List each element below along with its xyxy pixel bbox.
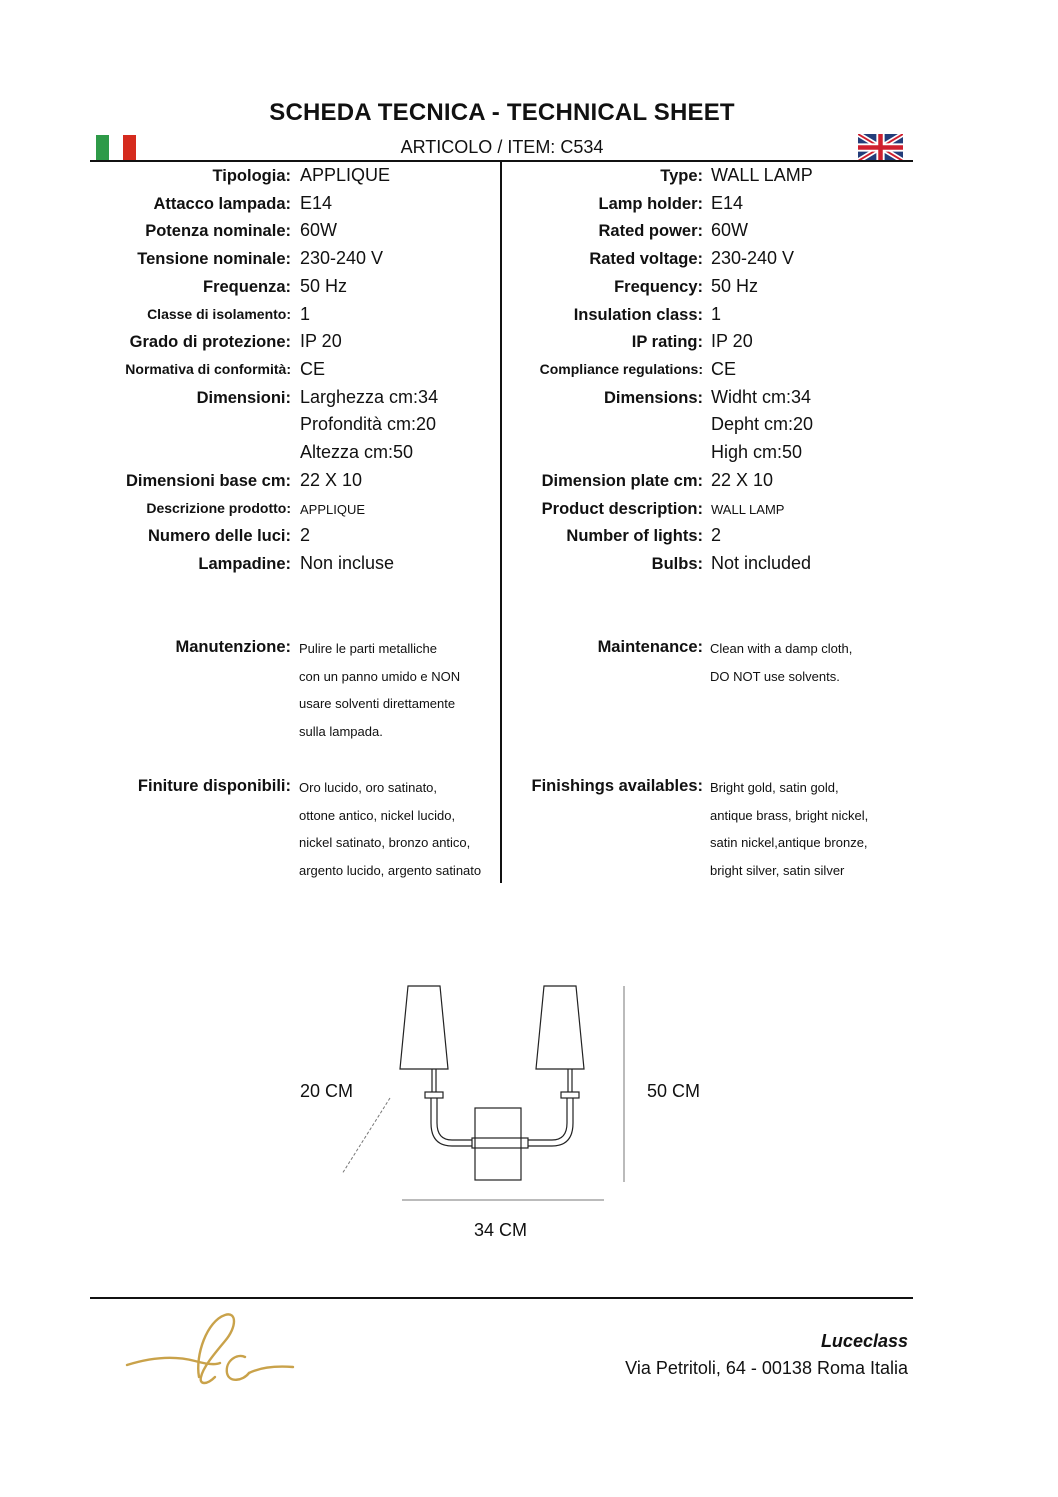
it-spec-value: Profondità cm:20 <box>300 414 437 434</box>
it-spec-value: CE <box>300 359 326 379</box>
en-spec-value: Widht cm:34 <box>711 387 812 407</box>
it-spec-label: Lampadine: <box>198 555 291 573</box>
right-shade-shape <box>536 986 584 1069</box>
it-spec-value: 2 <box>300 525 311 545</box>
note-line: sulla lampada. <box>299 724 383 740</box>
it-spec-value: IP 20 <box>300 331 342 351</box>
it-finishes-label: Finiture disponibili: <box>137 777 291 795</box>
note-line: Oro lucido, oro satinato, <box>299 780 438 795</box>
en-spec-label: Compliance regulations: <box>539 361 703 377</box>
note-line: satin nickel,antique bronze, <box>710 835 868 851</box>
en-spec-label: Dimensions: <box>603 389 703 407</box>
it-maintenance-label: Manutenzione: <box>175 638 291 656</box>
en-spec-label: Bulbs: <box>651 555 703 573</box>
depth-label: 20 CM <box>300 1081 354 1101</box>
it-spec-label: Classe di isolamento: <box>147 306 291 322</box>
left-shade-shape <box>400 986 448 1069</box>
it-spec-label: Descrizione prodotto: <box>146 500 291 516</box>
it-spec-value: 50 Hz <box>300 276 348 296</box>
en-spec-label: Lamp holder: <box>598 195 703 213</box>
it-spec-label: Dimensioni base cm: <box>125 472 291 490</box>
it-spec-label: Potenza nominale: <box>145 222 291 240</box>
depth-dimension-line <box>342 1098 390 1174</box>
en-spec-label: Rated power: <box>598 222 703 240</box>
it-finishes-text <box>299 774 481 885</box>
en-spec-label: Product description: <box>541 500 703 518</box>
note-line: argento lucido, argento satinato <box>299 863 482 879</box>
en-spec-label: Type: <box>660 167 703 185</box>
en-spec-value: 22 X 10 <box>711 470 774 490</box>
width-label: 34 CM <box>474 1220 528 1240</box>
page-title: SCHEDA TECNICA - TECHNICAL SHEET <box>269 99 735 126</box>
it-spec-value: APPLIQUE <box>300 502 366 517</box>
note-line: antique brass, bright nickel, <box>710 807 869 823</box>
it-spec-label: Frequenza: <box>202 278 291 296</box>
uk-flag-icon <box>858 134 903 161</box>
lamp-drawing <box>330 980 650 1210</box>
it-spec-value: 22 X 10 <box>300 470 363 490</box>
note-line: Clean with a damp cloth, <box>710 641 853 656</box>
it-maintenance-text <box>299 635 460 746</box>
it-spec-value: 60W <box>300 220 338 240</box>
it-spec-label: Normativa di conformità: <box>125 361 291 377</box>
en-finishes-text <box>710 774 868 885</box>
column-divider <box>500 162 502 883</box>
note-line: nickel satinato, bronzo antico, <box>299 835 471 851</box>
en-spec-value: 60W <box>711 220 749 240</box>
note-line: con un panno umido e NON <box>299 668 461 684</box>
company-name: Luceclass <box>820 1331 908 1351</box>
en-spec-value: 2 <box>711 525 722 545</box>
it-spec-value: Larghezza cm:34 <box>300 387 439 407</box>
en-maintenance-text <box>710 635 852 690</box>
en-spec-label: Frequency: <box>614 278 703 296</box>
it-spec-value: Altezza cm:50 <box>300 442 414 462</box>
note-line: usare solventi direttamente <box>299 696 456 712</box>
it-spec-label: Dimensioni: <box>196 389 291 407</box>
en-spec-value: High cm:50 <box>711 442 803 462</box>
en-spec-label: Dimension plate cm: <box>541 472 703 490</box>
note-line: Pulire le parti metalliche <box>299 641 438 656</box>
en-spec-value: WALL LAMP <box>711 502 785 517</box>
note-line: bright silver, satin silver <box>710 863 845 879</box>
it-spec-value: 1 <box>300 304 311 324</box>
it-spec-label: Tensione nominale: <box>137 250 291 268</box>
en-spec-label: Rated voltage: <box>589 250 703 268</box>
note-line: Bright gold, satin gold, <box>710 780 839 795</box>
italian-flag-icon <box>96 135 136 160</box>
en-spec-value: 50 Hz <box>711 276 759 296</box>
note-line: DO NOT use solvents. <box>710 668 840 684</box>
en-spec-label: Insulation class: <box>573 306 703 324</box>
en-spec-label: Number of lights: <box>566 527 703 545</box>
en-finishes-label: Finishings availables: <box>531 777 703 795</box>
height-label: 50 CM <box>647 1081 701 1101</box>
en-spec-value: 1 <box>711 304 722 324</box>
it-spec-value: 230-240 V <box>300 248 384 268</box>
it-spec-label: Tipologia: <box>212 167 291 185</box>
it-spec-label: Attacco lampada: <box>153 195 291 213</box>
en-spec-value: E14 <box>711 193 744 213</box>
it-spec-label: Grado di protezione: <box>129 333 291 351</box>
footer-rule <box>90 1297 913 1299</box>
company-address: Via Petritoli, 64 - 00138 Roma Italia <box>625 1358 908 1378</box>
en-spec-value: WALL LAMP <box>711 165 813 185</box>
article-code: ARTICOLO / ITEM: C534 <box>400 137 604 157</box>
en-spec-value: Not included <box>711 553 812 573</box>
luceclass-logo-icon <box>125 1305 295 1390</box>
it-spec-value: APPLIQUE <box>300 165 391 185</box>
en-spec-value: 230-240 V <box>711 248 795 268</box>
en-spec-value: CE <box>711 359 737 379</box>
it-spec-value: E14 <box>300 193 333 213</box>
en-maintenance-label: Maintenance: <box>597 638 703 656</box>
it-spec-label: Numero delle luci: <box>147 527 291 545</box>
en-spec-value: Depht cm:20 <box>711 414 814 434</box>
en-spec-value: IP 20 <box>711 331 753 351</box>
note-line: ottone antico, nickel lucido, <box>299 807 456 823</box>
en-spec-label: IP rating: <box>631 333 703 351</box>
it-spec-value: Non incluse <box>300 553 395 573</box>
